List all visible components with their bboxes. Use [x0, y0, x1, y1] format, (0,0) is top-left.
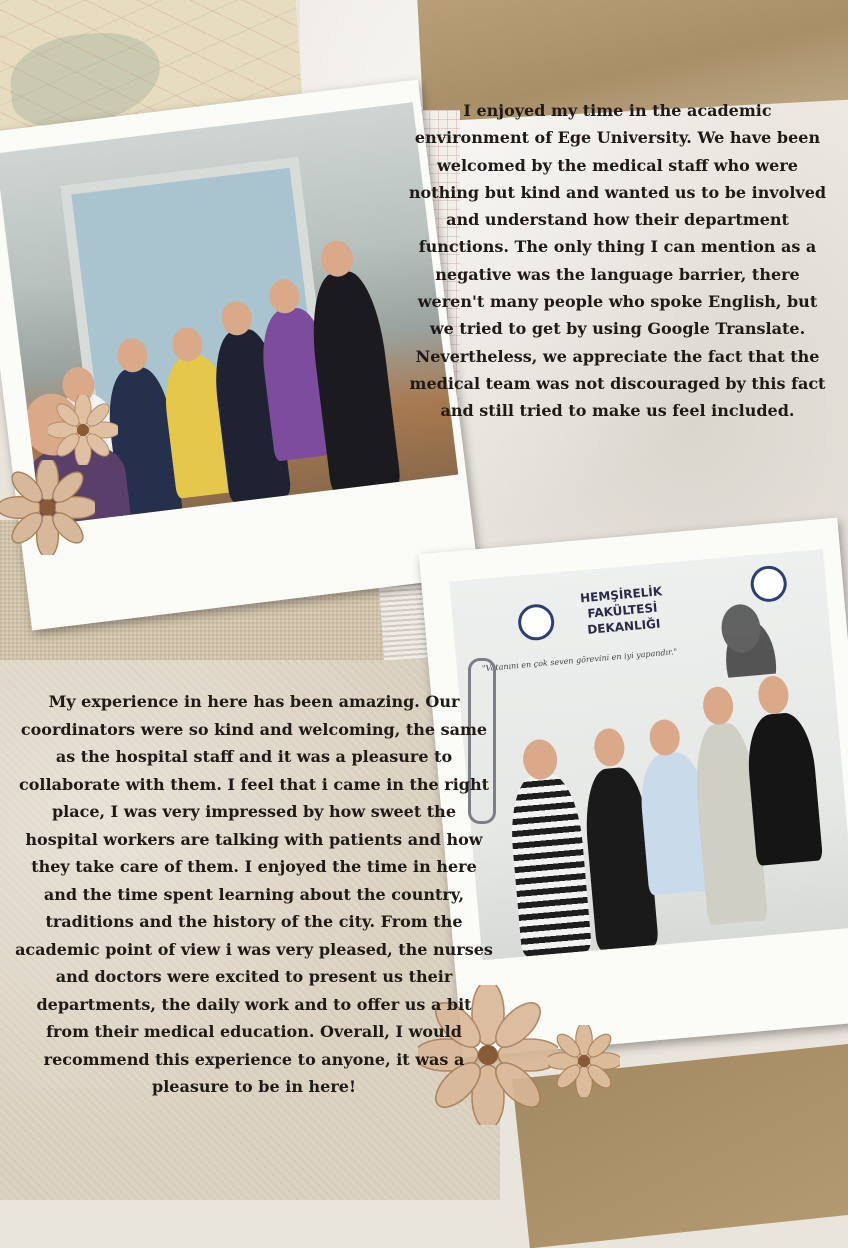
group-photo-nursing-faculty [449, 549, 848, 960]
wall-portrait [707, 593, 784, 679]
sign-line-1: HEMŞİRELİK FAKÜLTESİ [579, 584, 663, 621]
dried-flower-icon [548, 1025, 620, 1097]
testimonial-text-top: I enjoyed my time in the academic environment of Ege University. We have been welcomed by the medical staff who were nothing but kind and wanted us to be involved and understand how their department functions. The only thing I can mention as a negative was the language barrier, there weren't many people who spoke English, but we tried to get by using Google Translate. Nevertheless, we appreciate the fact that the medical team was not discouraged by this fact and still tried to make us feel included. [408, 101, 827, 421]
wall-quote: "Vatanını en çok seven görevini en iyi yapandır." [481, 647, 678, 674]
dried-flower-icon [0, 460, 95, 555]
sign-line-2: DEKANLIĞI [586, 616, 661, 638]
testimonial-text-bottom: My experience in here has been amazing. Our coordinators were so kind and welcoming, the same as the hospital staff and it was a pleasure to collaborate with them. I feel that i came in the right place, I was very impressed by how sweet the hospital workers are talking with patients and how they take care of them. I enjoyed the time in here and the time spent learning about the country, traditions and the history of the city. From the academic point of view i was very pleased, the nurses and doctors were excited to present us their departments, the daily work and to offer us a bit from their medical education. Overall, I would recommend this experience to anyone, it was a pleasure to be in here! [15, 692, 493, 1096]
faculty-sign [546, 580, 700, 641]
dried-flower-icon [48, 395, 118, 465]
